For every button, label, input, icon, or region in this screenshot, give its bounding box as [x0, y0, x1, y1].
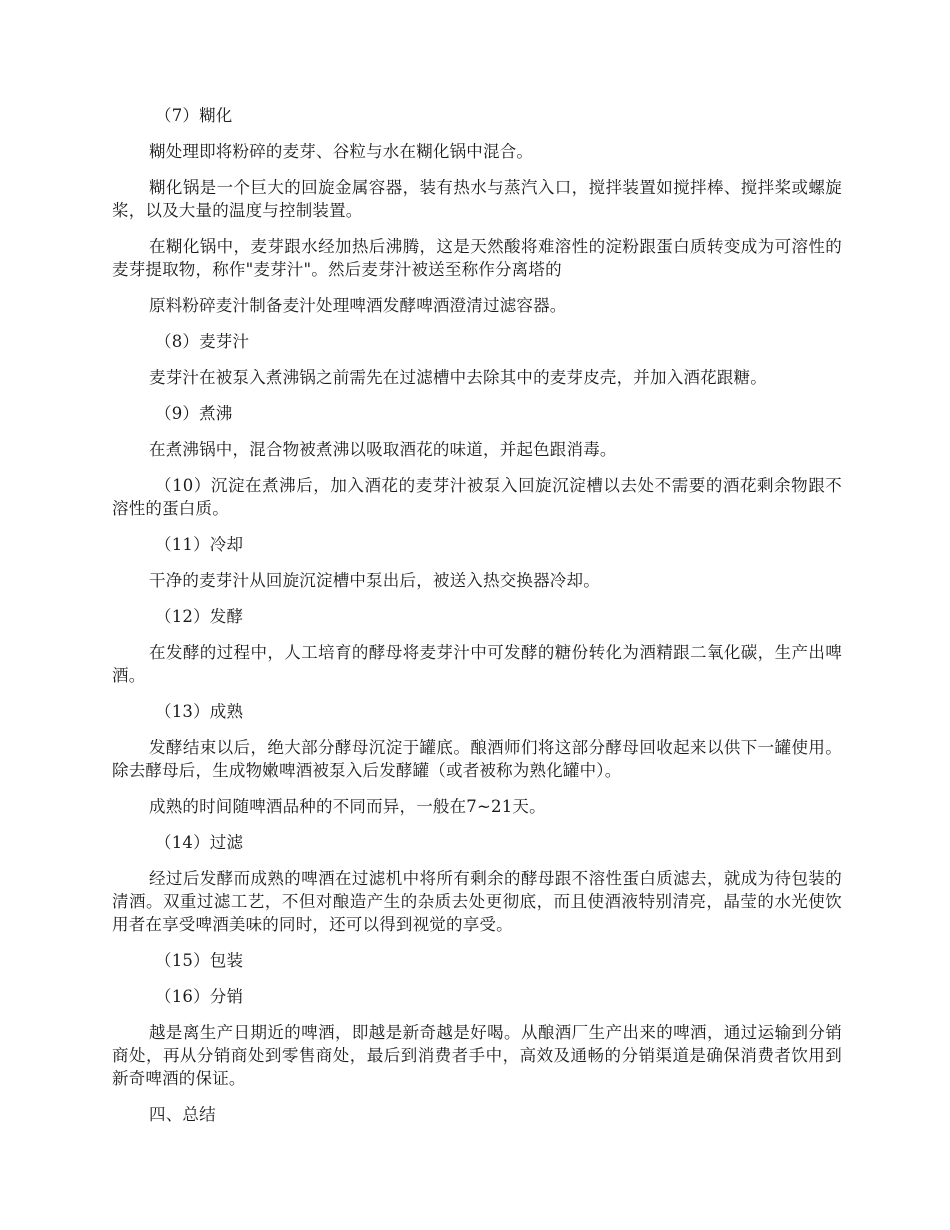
paragraph: 越是离生产日期近的啤酒，即越是新奇越是好喝。从酿酒厂生产出来的啤酒，通过运输到分销商处，再从分销商处到零售商处，最后到消费者手中，高效及通畅的分销渠道是确保消费者饮用到新奇啤酒的保证。 — [112, 1023, 842, 1088]
section-heading-wort: （8）麦芽汁 — [155, 332, 250, 351]
section-heading-fermentation: （12）发酵 — [155, 607, 244, 626]
section-heading-summary: 四、总结 — [149, 1105, 216, 1124]
paragraph: 糊处理即将粉碎的麦芽、谷粒与水在糊化锅中混合。 — [149, 142, 534, 161]
paragraph: 干净的麦芽汁从回旋沉淀槽中泵出后，被送入热交换器冷却。 — [149, 571, 600, 590]
section-heading-paste: （7）糊化 — [155, 106, 233, 125]
section-heading-cooling: （11）冷却 — [155, 535, 244, 554]
paragraph: 在发酵的过程中，人工培育的酵母将麦芽汁中可发酵的糖份转化为酒精跟二氧化碳，生产出啤酒。 — [112, 643, 842, 685]
section-heading-sedimentation: （10）沉淀在煮沸后，加入酒花的麦芽汁被泵入回旋沉淀槽以去处不需要的酒花剩余物跟不溶性的蛋白质。 — [112, 476, 842, 518]
section-heading-boiling: （9）煮沸 — [155, 404, 233, 423]
section-heading-distribution: （16）分销 — [155, 987, 244, 1006]
paragraph: 成熟的时间随啤酒品种的不同而异，一般在7~21天。 — [149, 797, 546, 816]
paragraph: 经过后发酵而成熟的啤酒在过滤机中将所有剩余的酵母跟不溶性蛋白质滤去，就成为待包装的清酒。双重过滤工艺，不但对酿造产生的杂质去处更彻底，而且使酒液特别清亮，晶莹的水光使饮用者在享受啤酒美味的同时，还可以得到视觉的享受。 — [112, 869, 842, 934]
paragraph: 在糊化锅中，麦芽跟水经加热后沸腾，这是天然酸将难溶性的淀粉跟蛋白质转变成为可溶性的麦芽提取物，称作"麦芽汁"。然后麦芽汁被送至称作分离塔的 — [112, 237, 842, 279]
paragraph: 麦芽汁在被泵入煮沸锅之前需先在过滤槽中去除其中的麦芽皮壳，并加入酒花跟糖。 — [149, 368, 767, 387]
document-page — [112, 104, 842, 1139]
paragraph: 发酵结束以后，绝大部分酵母沉淀于罐底。酿酒师们将这部分酵母回收起来以供下一罐使用。除去酵母后，生成物嫩啤酒被泵入后发酵罐（或者被称为熟化罐中）。 — [112, 738, 842, 780]
section-heading-filtration: （14）过滤 — [155, 833, 244, 852]
paragraph: 糊化锅是一个巨大的回旋金属容器，装有热水与蒸汽入口，搅拌装置如搅拌棒、搅拌桨或螺旋桨，以及大量的温度与控制装置。 — [112, 178, 842, 220]
section-heading-packaging: （15）包装 — [155, 951, 244, 970]
section-heading-maturation: （13）成熟 — [155, 702, 244, 721]
paragraph: 在煮沸锅中，混合物被煮沸以吸取酒花的味道，并起色跟消毒。 — [149, 440, 617, 459]
paragraph: 原料粉碎麦汁制备麦汁处理啤酒发酵啤酒澄清过滤容器。 — [149, 296, 567, 315]
